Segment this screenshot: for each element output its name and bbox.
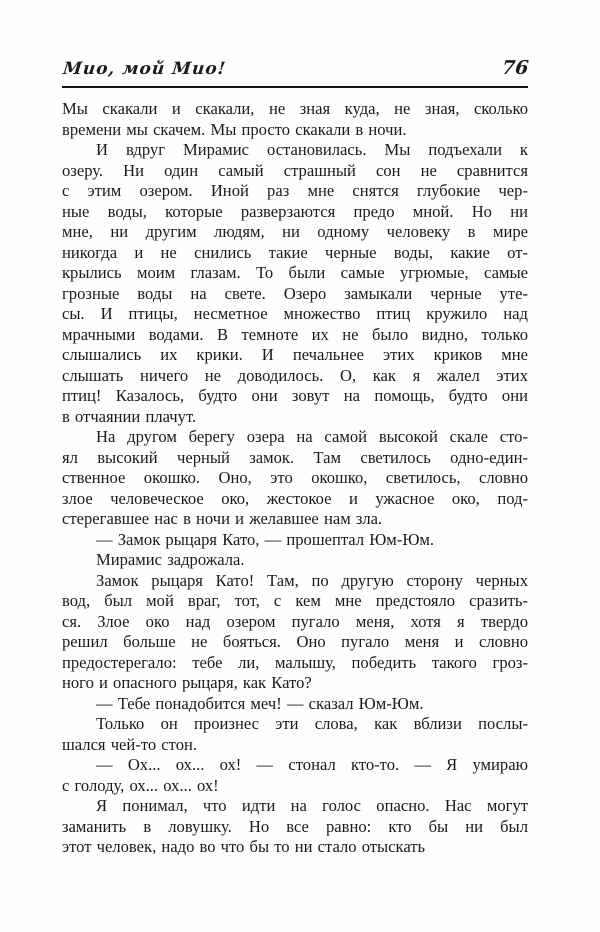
text-line: Замок рыцаря Като! Там, по другую сторону черных — [96, 570, 528, 590]
text-line: этот человек, надо во что бы то ни стало отыскать — [62, 837, 426, 856]
text-line: — Ох... ох... ох! — стонал кто-то. — Я умираю — [96, 755, 528, 774]
paragraph — [62, 99, 528, 140]
paragraph — [62, 571, 528, 694]
text-line: заманить в ловушку. Но все равно: кто бы ни был — [62, 816, 528, 836]
paragraph — [62, 714, 528, 755]
text-line: крылись моим глазам. То были самые угрюмые, самые — [62, 263, 528, 282]
text-line: слышались их крики. И печальнее этих криков мне — [62, 345, 528, 364]
text-line: предостерегало: тебе ли, малышу, победить такого гроз- — [62, 652, 528, 672]
running-header — [62, 57, 528, 81]
text-line: злое человеческое око, жестокое и ужасное око, под- — [62, 488, 528, 508]
text-line: Я понимал, что идти на голос опасно. Нас могут — [96, 796, 528, 815]
text-line: ял высокий черный замок. Там светилось одно-един- — [62, 447, 528, 467]
page-content — [62, 57, 528, 858]
text-line: — Тебе понадобится меч! — сказал Юм-Юм. — [96, 693, 424, 713]
text-line: грозные воды на свете. Озеро замыкали черные уте- — [62, 283, 528, 303]
text-line: сы. И птицы, несметное множество птиц кружило над — [62, 304, 528, 323]
text-line: в отчаянии плачут. — [62, 406, 197, 426]
text-line: И вдруг Мирамис остановилась. Мы подъехали к — [96, 140, 528, 159]
text-line: решил больше не бояться. Оно пугало меня и словно — [62, 632, 528, 651]
text-line: стерегавшее нас в ночи и желавшее нам зла. — [62, 509, 383, 528]
text-line: ного и опасного рыцаря, как Като? — [62, 673, 312, 692]
text-line: Мирамис задрожала. — [96, 550, 245, 569]
text-line: Мы скакали и скакали, не зная куда, не зная, сколько — [62, 99, 528, 118]
text-line: шался чей-то стон. — [62, 734, 198, 754]
text-line: слышать ничего не доводилось. О, как я жалел этих — [62, 365, 528, 385]
paragraph — [62, 694, 528, 715]
page-text — [62, 99, 528, 858]
text-line: Только он произнес эти слова, как вблизи послы- — [96, 714, 528, 733]
text-line: с этим озером. Иной раз мне снятся глубокие чер- — [62, 181, 528, 200]
text-line: ся. Злое око над озером пугало меня, хотя я твердо — [62, 611, 528, 631]
paragraph — [62, 140, 528, 427]
paragraph — [62, 427, 528, 530]
text-line: На другом берегу озера на самой высокой скале сто- — [96, 427, 528, 446]
text-line: ные воды, которые разверзаются предо мной. Но ни — [62, 201, 528, 221]
text-line: вод, был мой враг, тот, с кем мне предстояло сразить- — [62, 591, 528, 610]
text-line: никогда и не снились такие черные воды, какие от- — [62, 242, 528, 262]
text-line: с голоду, ох... ох... ох! — [62, 775, 219, 795]
text-line: времени мы скачем. Мы просто скакали в ночи. — [62, 119, 407, 139]
running-title: Мио, мой Мио! — [62, 59, 228, 79]
paragraph — [62, 796, 528, 858]
page-number: 76 — [500, 57, 530, 79]
text-line: птиц! Казалось, будто они зовут на помощь, будто они — [62, 386, 528, 405]
paragraph — [62, 530, 528, 551]
paragraph — [62, 550, 528, 571]
header-rule — [62, 86, 528, 88]
text-line: озеру. Ни один самый страшный сон не сравнится — [62, 160, 528, 180]
paragraph — [62, 755, 528, 796]
text-line: — Замок рыцаря Като, — прошептал Юм-Юм. — [96, 529, 435, 549]
text-line: мрачными водами. В темноте их не было видно, только — [62, 324, 528, 344]
text-line: мне, ни другим людям, ни одному человеку в мире — [62, 222, 528, 241]
text-line: ственное окошко. Оно, это окошко, светилось, словно — [62, 468, 528, 487]
